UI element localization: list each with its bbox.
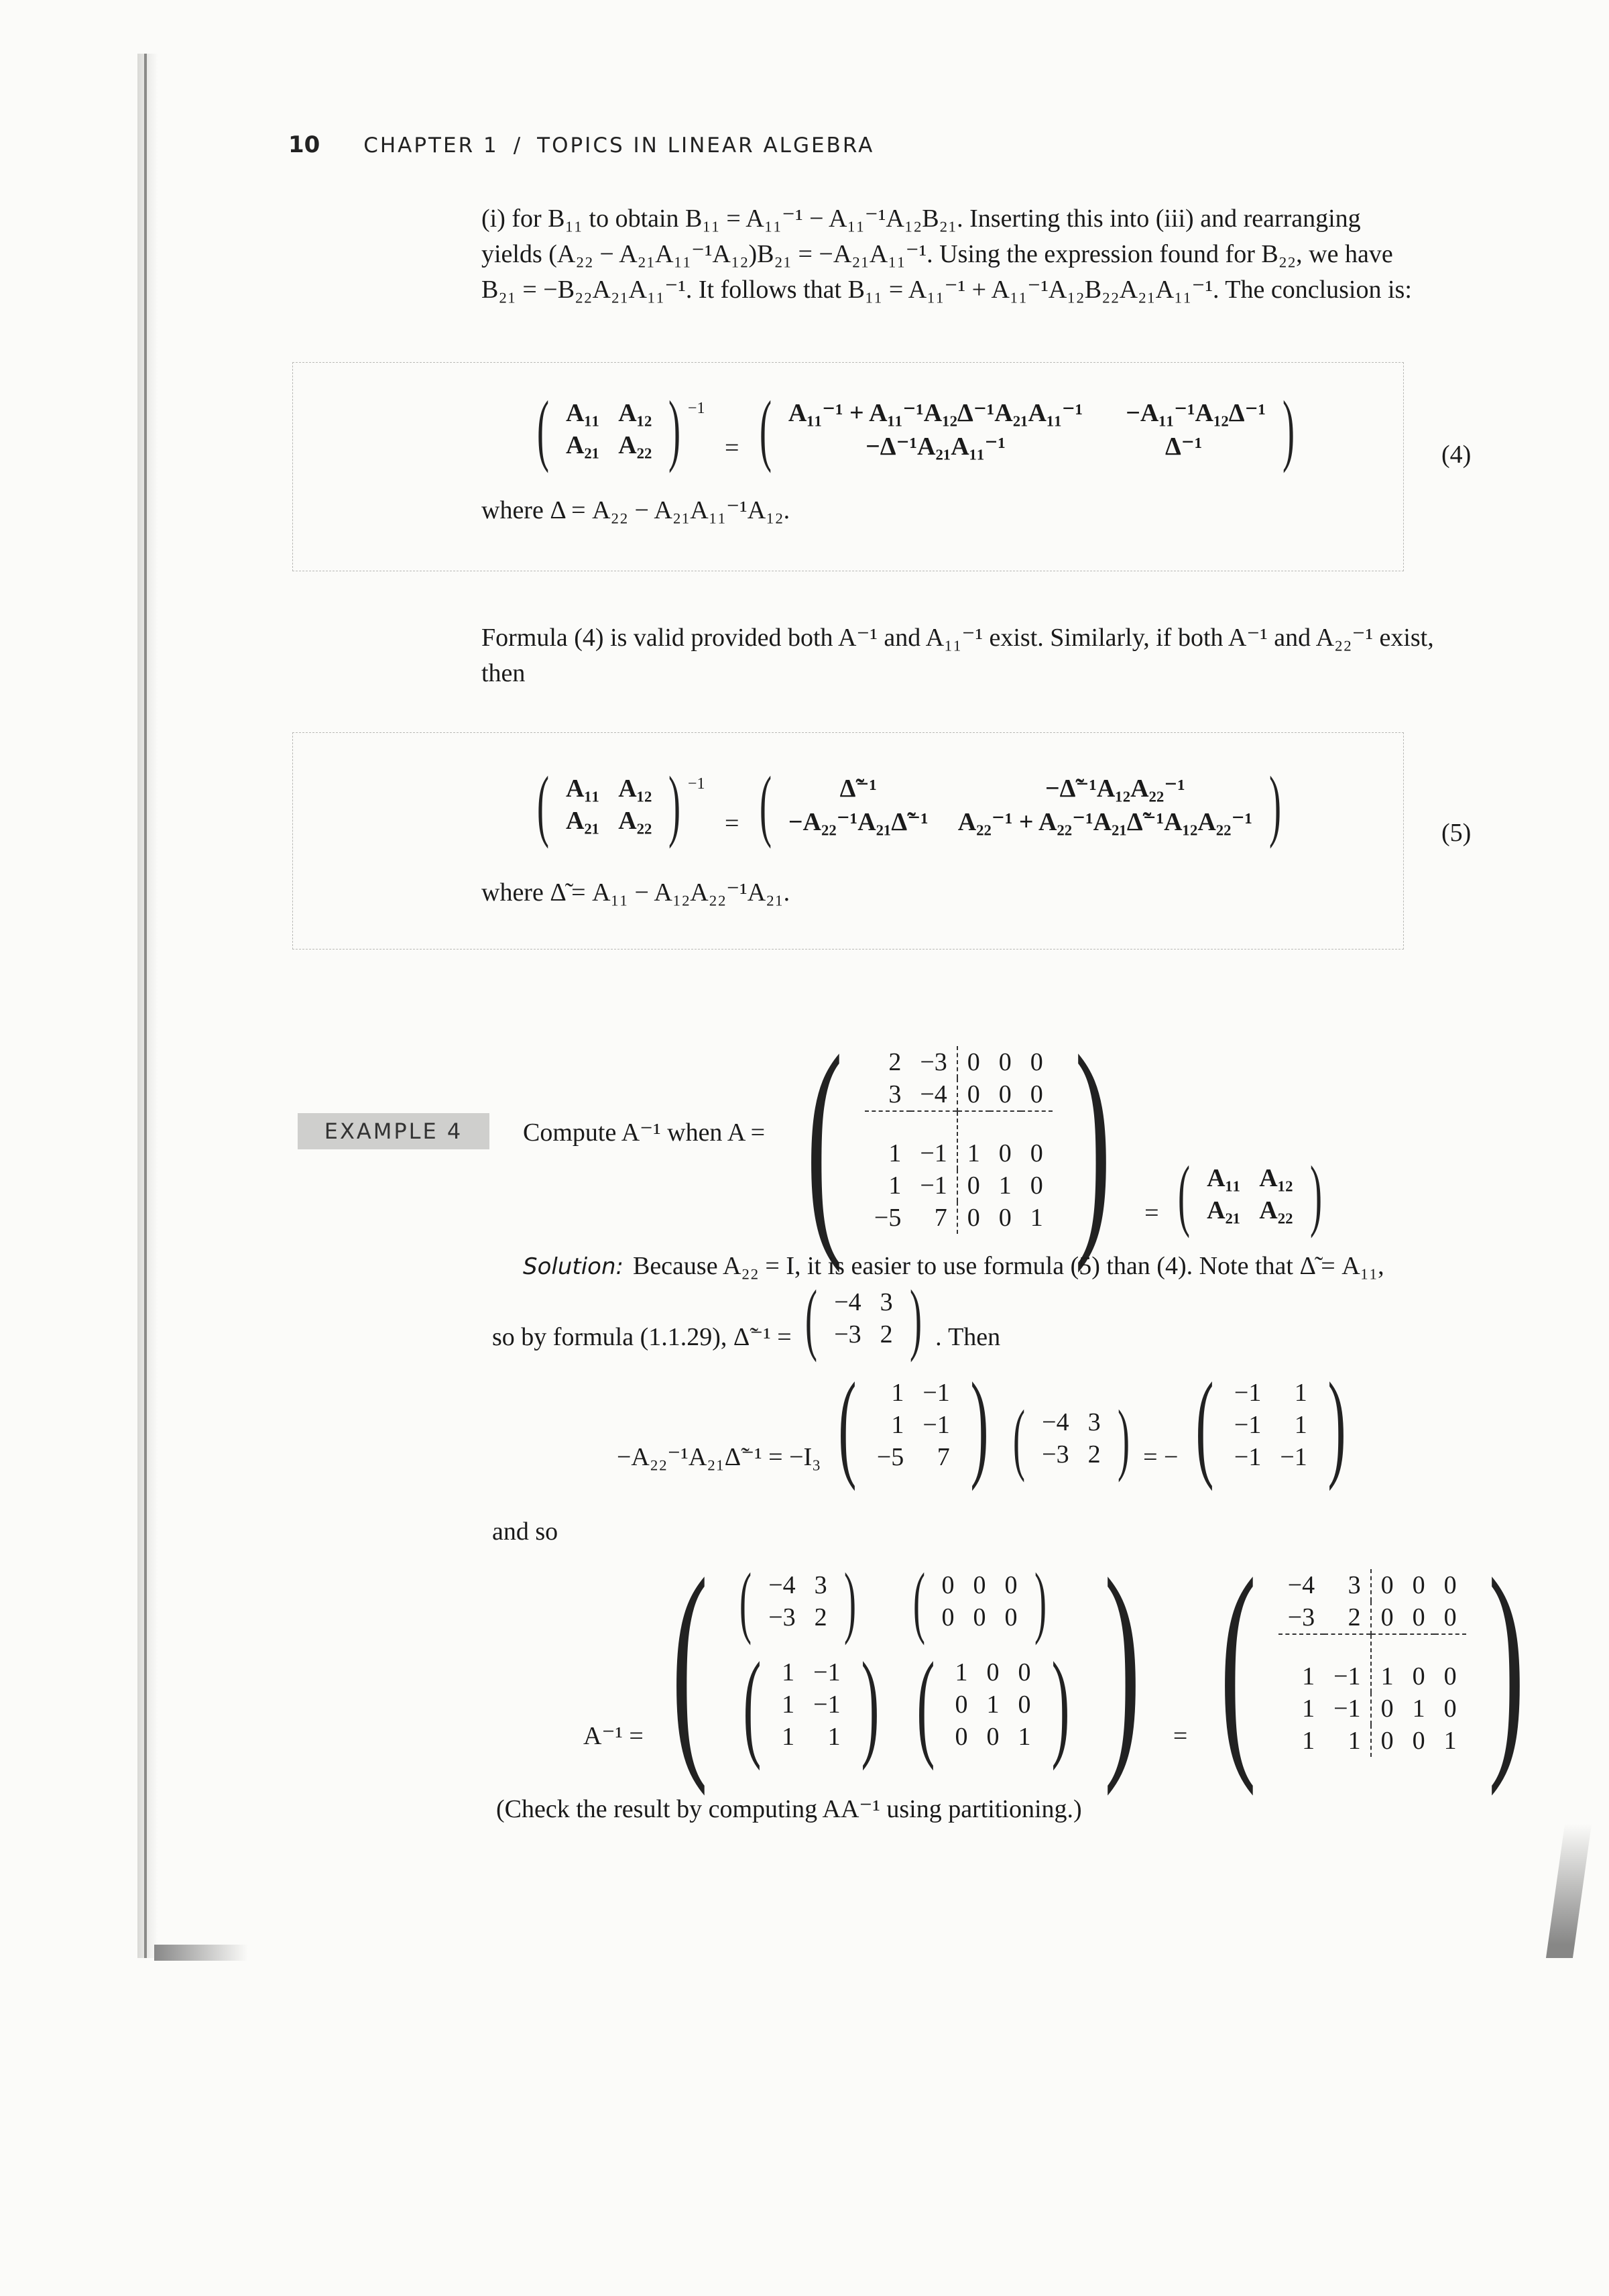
matrix-cell: 0	[1004, 1603, 1018, 1631]
matrix-cell: −4	[920, 1080, 947, 1108]
matrix-cell: 3	[814, 1571, 827, 1599]
matrix-cell: 0	[973, 1571, 986, 1599]
matrix-cell: A₂₂	[618, 431, 652, 459]
matrix-cell: 0	[1443, 1571, 1457, 1599]
a-inverse-block-matrix: ( −4 3 −3 2 ) ( 0 0 0 0 0 0 ) ( 1 −1 1 −1 1 1 ) ( 1 0 0 0 1 0 0 0 1 )	[739, 1556, 1069, 1771]
matrix-cell: −1	[922, 1379, 950, 1407]
matrix-cell: 0	[957, 1046, 990, 1078]
matrix-cell: 0	[986, 1723, 1000, 1751]
solution-text-1: Because A₂₂ = I, it is easier to use formula (5) than (4). Note that Δ̃ = A₁₁,	[632, 1252, 1384, 1280]
formula-5: ( A₁₁ A₁₂ A₂₁ A₂₂ ) $^{-1}$ = ( Δ̃⁻¹ −Δ̃⁻¹A₁₂A₂₂⁻¹ −A₂₂⁻¹A₂₁Δ̃⁻¹ A₂₂⁻¹ + A₂₂⁻¹A₂₁Δ̃⁻¹A₁₂A₂₂⁻¹ )	[530, 764, 1289, 845]
matrix-cell: −3	[834, 1320, 861, 1348]
matrix-cell: 1	[1302, 1727, 1315, 1755]
matrix-cell: 0	[998, 1080, 1012, 1108]
page-number: 10	[288, 131, 320, 158]
matrix-cell: 1	[986, 1690, 1000, 1719]
matrix-cell: −Δ⁻¹A₂₁A₁₁⁻¹	[866, 433, 1006, 461]
matrix-cell: −1	[922, 1411, 950, 1439]
intro-line-1: (i) for B₁₁ to obtain B₁₁ = A₁₁⁻¹ − A₁₁⁻¹A₁₂B₂₁. Inserting this into (iii) and rearranging	[481, 205, 1361, 233]
matrix-cell: −1	[1234, 1379, 1262, 1407]
matrix-cell: A₂₂⁻¹ + A₂₂⁻¹A₂₁Δ̃⁻¹A₁₂A₂₂⁻¹	[957, 808, 1253, 836]
matrix-cell: 0	[1435, 1634, 1466, 1692]
equation-tag-4: (4)	[1441, 441, 1472, 469]
matrix-cell: 0	[1412, 1727, 1425, 1755]
equals-sign: =	[1144, 1199, 1159, 1227]
matrix-cell: 1	[1443, 1727, 1457, 1755]
running-head	[288, 131, 874, 158]
calc-equals-minus: = −	[1143, 1443, 1179, 1471]
page-shadow	[154, 1945, 248, 1961]
intro-line-3: B₂₁ = −B₂₂A₂₁A₁₁⁻¹. It follows that B₁₁ = A₁₁⁻¹ + A₁₁⁻¹A₁₂B₂₂A₂₁A₁₁⁻¹. The conclusion is:	[481, 276, 1412, 304]
calc-matrix-1	[868, 1377, 959, 1473]
matrix-cell: −A₁₁⁻¹A₁₂Δ⁻¹	[1126, 399, 1266, 427]
matrix-cell: 1	[1412, 1695, 1425, 1723]
matrix-cell: 0	[1371, 1725, 1403, 1757]
formula-4-where: where Δ = A₂₂ − A₂₁A₁₁⁻¹A₁₂.	[481, 496, 790, 524]
matrix-cell: −3	[1042, 1440, 1069, 1469]
equation-tag-5: (5)	[1441, 819, 1472, 847]
matrix-cell: −4	[768, 1571, 796, 1599]
matrix-cell: 0	[998, 1204, 1012, 1232]
matrix-cell: 3	[880, 1288, 893, 1316]
matrix-cell: 0	[998, 1048, 1012, 1076]
matrix-cell: 0	[1018, 1690, 1031, 1719]
matrix-cell: A₂₂	[618, 807, 652, 835]
matrix-cell: 1	[955, 1658, 968, 1686]
matrix-cell: 0	[990, 1111, 1021, 1169]
inverse-exponent: −1	[687, 400, 705, 418]
matrix-cell: 0	[1412, 1571, 1425, 1599]
matrix-cell: 1	[782, 1723, 795, 1751]
chapter-label: CHAPTER 1	[363, 133, 499, 158]
matrix-cell: 1	[782, 1690, 795, 1719]
example-badge: EXAMPLE 4	[298, 1113, 489, 1149]
matrix-cell: 1	[1294, 1411, 1307, 1439]
matrix-cell: 7	[934, 1204, 947, 1232]
matrix-cell: −1	[920, 1171, 947, 1200]
matrix-cell: −5	[876, 1443, 904, 1471]
matrix-cell: A₁₁⁻¹ + A₁₁⁻¹A₁₂Δ⁻¹A₂₁A₁₁⁻¹	[788, 399, 1083, 427]
matrix-cell: −1	[1234, 1411, 1262, 1439]
matrix-cell: 0	[1403, 1634, 1435, 1692]
matrix-cell: −Δ̃⁻¹A₁₂A₂₂⁻¹	[1045, 774, 1185, 803]
matrix-A: ( 2 −3 0 0 0 3 −4 0 0 0 1 −1 1 0 0 1 −1 0 1 0 −5 7 0 0 1 ) = ( A₁₁ A₁₂ A₂₁ A₂₂ )	[784, 1019, 1329, 1261]
matrix-cell: 0	[1412, 1603, 1425, 1631]
matrix-cell: −4	[834, 1288, 861, 1316]
matrix-cell: −4	[1042, 1408, 1069, 1436]
matrix-cell: 0	[941, 1603, 955, 1631]
block-22	[946, 1656, 1040, 1753]
chapter-topic: TOPICS IN LINEAR ALGEBRA	[537, 133, 875, 158]
example-prompt: Compute A⁻¹ when A =	[523, 1118, 766, 1147]
formula-5-where: where Δ̃ = A₁₁ − A₁₂A₂₂⁻¹A₂₁.	[481, 878, 790, 907]
matrix-cell: 0	[1371, 1601, 1403, 1634]
block-11	[759, 1569, 836, 1633]
check-note: (Check the result by computing AA⁻¹ using partitioning.)	[496, 1795, 1082, 1823]
matrix-cell: 0	[973, 1603, 986, 1631]
matrix-cell: 1	[891, 1411, 904, 1439]
matrix-cell: A₂₁	[565, 431, 600, 459]
calc-lhs: −A₂₂⁻¹A₂₁Δ̃⁻¹ = −I₃	[617, 1443, 821, 1471]
middle-line-2: then	[481, 659, 526, 687]
matrix-cell: A₁₁	[565, 774, 600, 803]
matrix-cell: 0	[1004, 1571, 1018, 1599]
formula-4: ( A₁₁ A₁₂ A₂₁ A₂₂ ) $^{-1}$ = ( A₁₁⁻¹ + A₁₁⁻¹A₁₂Δ⁻¹A₂₁A₁₁⁻¹ −A₁₁⁻¹A₁₂Δ⁻¹ −Δ⁻¹A₂₁A₁₁⁻¹ Δ⁻¹ )	[530, 389, 1302, 469]
matrix-cell: 0	[1443, 1603, 1457, 1631]
formula-5-lhs: ( A₁₁ A₁₂ A₂₁ A₂₂ )	[536, 760, 681, 849]
matrix-cell: 1	[1030, 1204, 1043, 1232]
matrix-cell: 1	[782, 1658, 795, 1686]
matrix-cell: 1	[1348, 1727, 1361, 1755]
matrix-cell: 0	[1443, 1695, 1457, 1723]
matrix-cell: A₁₂	[1259, 1164, 1293, 1192]
page-binding-edge	[137, 54, 158, 1958]
page-corner-shadow	[1546, 1824, 1592, 1958]
matrix-cell: 1	[957, 1111, 990, 1169]
middle-line-1: Formula (4) is valid provided both A⁻¹ and A₁₁⁻¹ exist. Similarly, if both A⁻¹ and A₂₂⁻¹ exist,	[481, 624, 1434, 652]
matrix-cell: 0	[1371, 1692, 1403, 1725]
matrix-cell: 1	[891, 1379, 904, 1407]
a-inverse-result	[1278, 1569, 1466, 1757]
calc-matrix-2	[1032, 1406, 1110, 1471]
matrix-cell: 0	[1030, 1048, 1043, 1076]
matrix-cell: −3	[1287, 1603, 1315, 1631]
solution-then: . Then	[935, 1323, 1001, 1351]
matrix-A-table	[865, 1046, 1053, 1234]
matrix-cell: 1	[1294, 1379, 1307, 1407]
matrix-cell: 3	[888, 1080, 902, 1108]
matrix-cell: 1	[888, 1171, 902, 1200]
matrix-cell: −1	[1234, 1443, 1262, 1471]
matrix-cell: A₂₁	[1207, 1196, 1241, 1224]
matrix-cell: Δ̃⁻¹	[839, 774, 877, 803]
matrix-cell: A₁₁	[565, 399, 600, 427]
head-separator: /	[513, 133, 523, 158]
matrix-cell: −5	[874, 1204, 902, 1232]
calc-result	[1225, 1377, 1317, 1473]
a-inverse-equation: A⁻¹ = ( ( −4 3 −3 2 ) ( 0 0 0 0 0 0 ) ( 1 −1 1 −1 1 1 ) ( 1 0 0 0 1 0 0 0 1 ) ) = ( −4 3 0 0 0 −3 2 0 0 0 1 −1 1 0 0 1 −1 0 1 0 1 1 0 0 1 )	[583, 1529, 1525, 1796]
matrix-cell: 1	[827, 1723, 841, 1751]
block-12	[933, 1569, 1027, 1633]
matrix-cell: −1	[1324, 1634, 1370, 1692]
matrix-cell: 0	[941, 1571, 955, 1599]
matrix-cell: 0	[1021, 1111, 1053, 1169]
matrix-cell: 0	[955, 1723, 968, 1751]
matrix-cell: 1	[1371, 1634, 1403, 1692]
matrix-cell: 1	[998, 1171, 1012, 1200]
matrix-cell: A₁₂	[618, 399, 652, 427]
matrix-cell: A₂₂	[1259, 1196, 1293, 1224]
matrix-cell: −1	[1280, 1443, 1307, 1471]
formula-4-lhs: ( A₁₁ A₁₂ A₂₁ A₂₂ )	[536, 384, 681, 473]
block-21	[772, 1656, 849, 1753]
intro-line-2: yields (A₂₂ − A₂₁A₁₁⁻¹A₁₂)B₂₁ = −A₂₁A₁₁⁻¹. Using the expression found for B₂₂, we have	[481, 240, 1393, 268]
matrix-cell: 1	[1018, 1723, 1031, 1751]
solution-text-2: so by formula (1.1.29), Δ̃⁻¹ =	[492, 1323, 792, 1351]
a-inverse-label: A⁻¹ =	[583, 1722, 644, 1750]
matrix-cell: 2	[814, 1603, 827, 1631]
matrix-cell: −1	[910, 1111, 957, 1169]
matrix-cell: A₂₁	[565, 807, 600, 835]
matrix-cell: −3	[768, 1603, 796, 1631]
matrix-cell: Δ⁻¹	[1165, 433, 1203, 461]
matrix-cell: 0	[1371, 1569, 1403, 1601]
matrix-cell: 3	[1348, 1571, 1361, 1599]
matrix-cell: A₁₂	[618, 774, 652, 803]
matrix-cell: 2	[888, 1048, 902, 1076]
matrix-cell: 3	[1087, 1408, 1101, 1436]
matrix-cell: −1	[1333, 1695, 1361, 1723]
inverse-exponent: −1	[687, 775, 705, 793]
matrix-cell: 0	[957, 1078, 990, 1111]
matrix-cell: 0	[957, 1202, 990, 1234]
matrix-cell: 1	[1302, 1695, 1315, 1723]
matrix-cell: 1	[1278, 1634, 1324, 1692]
matrix-cell: −1	[813, 1690, 841, 1719]
middle-paragraph	[481, 620, 1480, 691]
matrix-cell: A₁₁	[1207, 1164, 1241, 1192]
matrix-cell: 1	[865, 1111, 910, 1169]
matrix-cell: 0	[955, 1690, 968, 1719]
delta-inverse-matrix: ( −4 3 −3 2 )	[805, 1273, 922, 1363]
solution-line-2	[492, 1273, 1001, 1363]
matrix-cell: −1	[813, 1658, 841, 1686]
matrix-cell: 0	[957, 1169, 990, 1202]
matrix-cell: −A₂₂⁻¹A₂₁Δ̃⁻¹	[788, 808, 929, 836]
matrix-cell: −4	[1287, 1571, 1315, 1599]
matrix-cell: 7	[937, 1443, 950, 1471]
matrix-cell: −3	[920, 1048, 947, 1076]
matrix-cell: 0	[1018, 1658, 1031, 1686]
formula-5-rhs: ( Δ̃⁻¹ −Δ̃⁻¹A₁₂A₂₂⁻¹ −A₂₂⁻¹A₂₁Δ̃⁻¹ A₂₂⁻¹ + A₂₂⁻¹A₂₁Δ̃⁻¹A₁₂A₂₂⁻¹ )	[759, 760, 1282, 849]
matrix-cell: 2	[1348, 1603, 1361, 1631]
matrix-cell: 0	[986, 1658, 1000, 1686]
intro-paragraph	[481, 201, 1480, 308]
matrix-cell: 2	[880, 1320, 893, 1348]
solution-label: Solution:	[523, 1253, 623, 1280]
and-so-text: and so	[492, 1517, 558, 1546]
calculation-equation: −A₂₂⁻¹A₂₁Δ̃⁻¹ = −I₃ ( 1 −1 1 −1 −5 7 ) ( −4 3 −3 2 ) = − ( −1 1 −1 1 −1 −1 )	[617, 1358, 1346, 1491]
block-matrix: ( A₁₁ A₁₂ A₂₁ A₂₂ )	[1178, 1149, 1322, 1239]
matrix-cell: 0	[1030, 1080, 1043, 1108]
formula-4-rhs: ( A₁₁⁻¹ + A₁₁⁻¹A₁₂Δ⁻¹A₂₁A₁₁⁻¹ −A₁₁⁻¹A₁₂Δ⁻¹ −Δ⁻¹A₂₁A₁₁⁻¹ Δ⁻¹ )	[759, 384, 1295, 473]
matrix-cell: 0	[1030, 1171, 1043, 1200]
matrix-cell: 2	[1087, 1440, 1101, 1469]
